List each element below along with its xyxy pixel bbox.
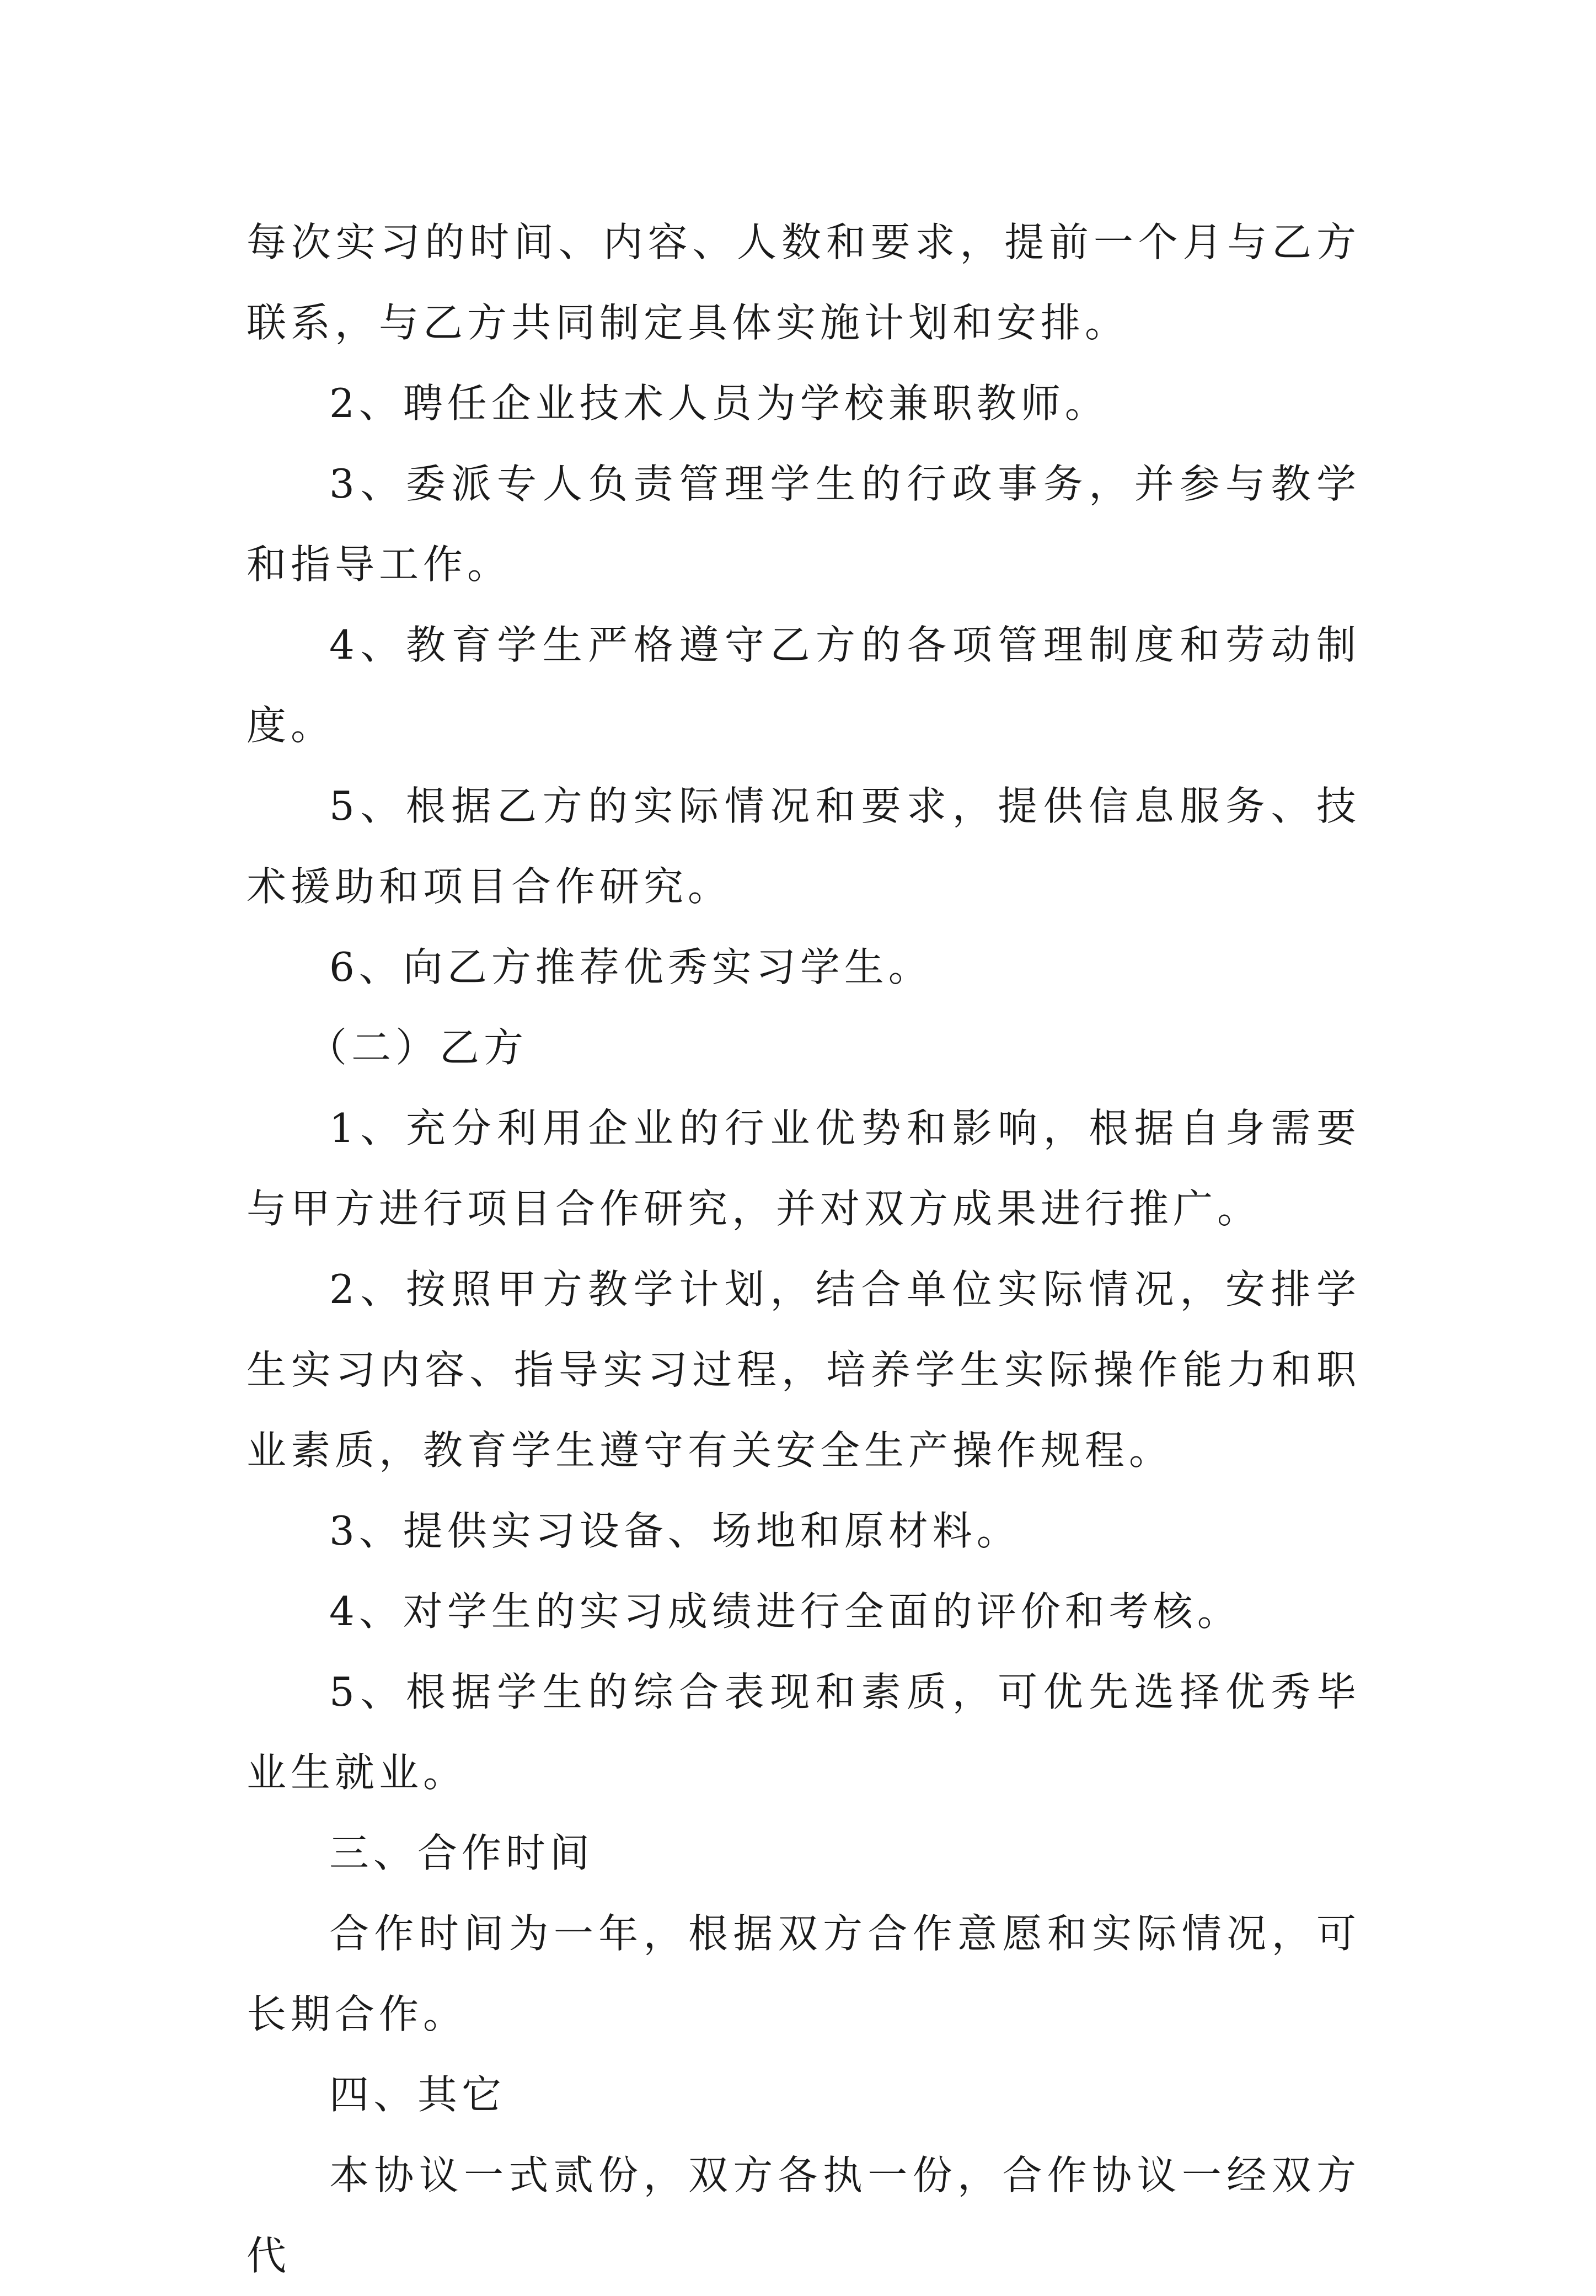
document-body	[247, 202, 1361, 2296]
section-subheading: （二）乙方	[307, 1024, 528, 1071]
paragraph: 6、向乙方推荐优秀实习学生。	[329, 944, 933, 990]
paragraph: 3、委派专人负责管理学生的行政事务，并参与教学和指导工作。	[247, 461, 1361, 588]
paragraph: 合作时间为一年，根据双方合作意愿和实际情况，可长期合作。	[247, 1910, 1361, 2037]
paragraph: 5、根据乙方的实际情况和要求，提供信息服务、技术援助和项目合作研究。	[247, 783, 1361, 910]
section-heading: 四、其它	[329, 2071, 506, 2118]
paragraph: 4、对学生的实习成绩进行全面的评价和考核。	[329, 1588, 1241, 1635]
paragraph: 本协议一式贰份，双方各执一份，合作协议一经双方代	[247, 2152, 1361, 2279]
paragraph: 1、充分利用企业的行业优势和影响，根据自身需要与甲方进行项目合作研究，并对双方成果进行推广。	[247, 1105, 1361, 1232]
paragraph: 4、教育学生严格遵守乙方的各项管理制度和劳动制度。	[247, 622, 1361, 749]
paragraph: 3、提供实习设备、场地和原材料。	[329, 1508, 1021, 1554]
paragraph: 每次实习的时间、内容、人数和要求，提前一个月与乙方联系，与乙方共同制定具体实施计划和安排。	[247, 219, 1361, 346]
section-heading: 三、合作时间	[329, 1830, 595, 1876]
paragraph: 5、根据学生的综合表现和素质，可优先选择优秀毕业生就业。	[247, 1669, 1361, 1796]
paragraph: 2、聘任企业技术人员为学校兼职教师。	[329, 380, 1109, 426]
paragraph: 2、按照甲方教学计划，结合单位实际情况，安排学生实习内容、指导实习过程，培养学生实际操作能力和职业素质，教育学生遵守有关安全生产操作规程。	[247, 1266, 1361, 1473]
